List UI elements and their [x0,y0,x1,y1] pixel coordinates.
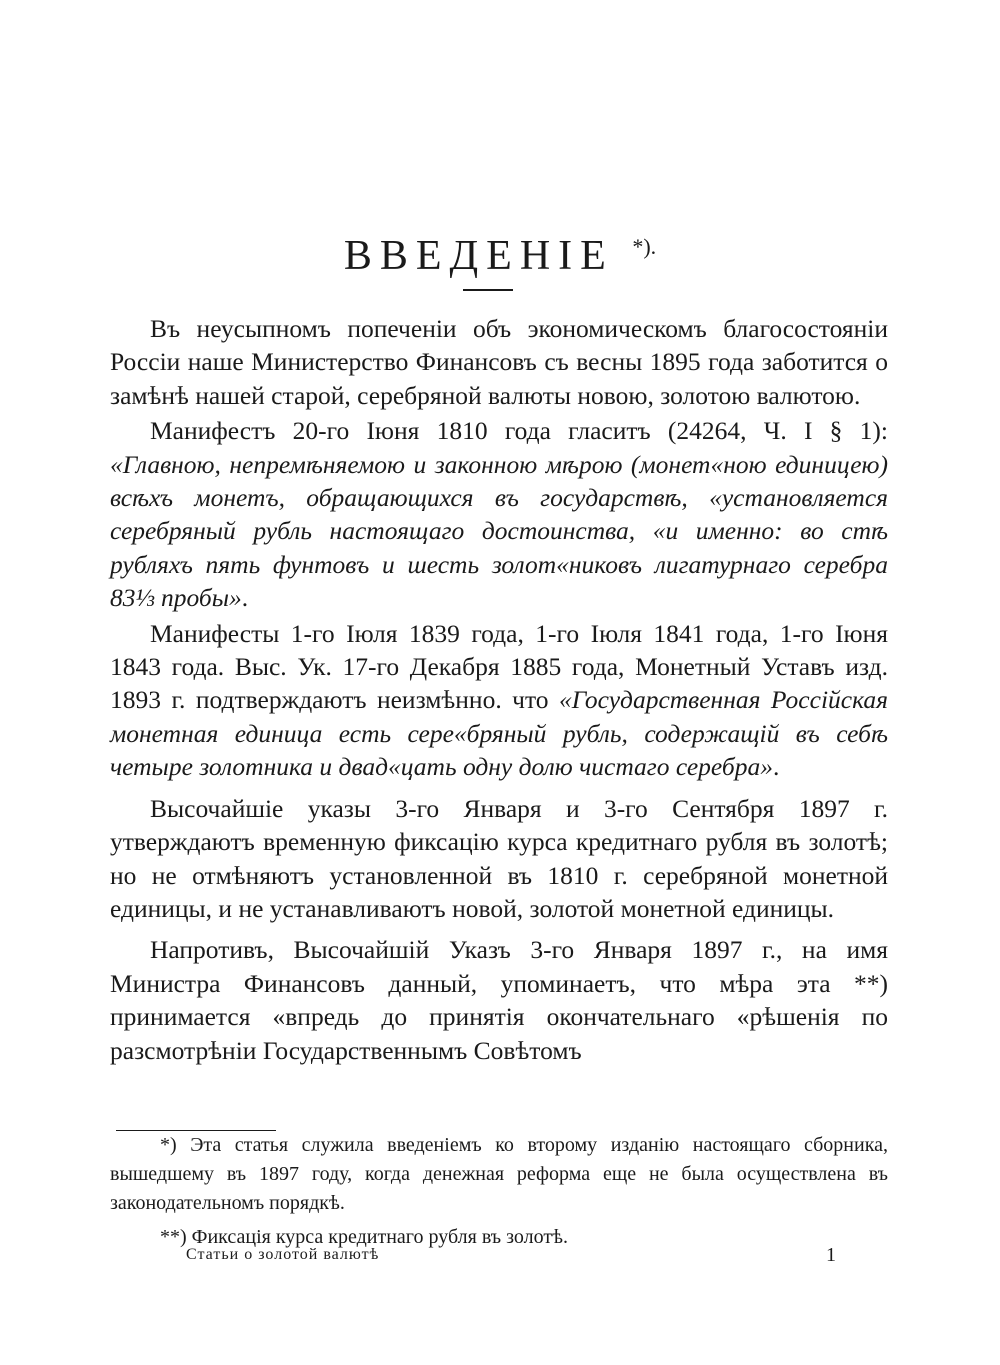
main-text [110,312,888,1069]
footnote-1: *) Эта статья служила введеніемъ ко второму изданію настоящаго сборника, вышедшему въ 1897 году, когда денежная реформа еще не была осуществлена въ законодательномъ порядкѣ. [110,1134,888,1214]
title-rule [463,289,513,291]
page-title [0,222,1000,281]
quote-italic: «Главною, непремѣняемою и законною мѣрою (монет«ною единицею) всѣхъ монетъ, обращающихся въ государствѣ, «установляется серебряный рубль настоящаго достоинства, «и именно: во стѣ рубляхъ пять фунтовъ и шесть золот«никовъ лигатурнаго серебра 83⅓ пробы» [110,449,888,613]
footnotes [110,1131,888,1252]
running-footer: Статьи о золотой валютѣ [186,1246,380,1263]
paragraph-2: Манифестъ 20-го Іюня 1810 года гласитъ (24264, Ч. I § 1): «Главною, непремѣняемою и законною мѣрою (монет«ною единицею) всѣхъ монетъ, обращающихся въ государствѣ, «установляется серебряный рубль настоящаго достоинства, «и именно: во стѣ рубляхъ пять фунтовъ и шесть золот«никовъ лигатурнаго серебра 83⅓ пробы». [110,416,888,613]
title-footnote-mark: *). [632,234,657,259]
paragraph-1: Въ неусыпномъ попеченіи объ экономическомъ благосостояніи Россіи наше Министерство Финансовъ съ весны 1895 года заботится о замѣнѣ нашей старой, серебряной валюты новою, золотою валютою. [110,314,888,410]
paragraph-3: Манифесты 1-го Іюля 1839 года, 1-го Іюля 1841 года, 1-го Іюня 1843 года. Выс. Ук. 17-го Декабря 1885 года, Монетный Уставъ изд. 1893 г. подтверждаютъ неизмѣнно. что «Государственная Россійская монетная единица есть сере«бряный рубль, содержащій въ себѣ четыре золотника и двад«цать одну долю чистаго серебра». [110,618,888,782]
page-number: 1 [826,1244,836,1266]
title-text: ВВЕДЕНІЕ [343,233,614,279]
paragraph-4: Высочайшіе указы 3-го Января и 3-го Сентября 1897 г. утверждаютъ временную фиксацію курса кредитнаго рубля въ золотѣ; но не отмѣняютъ установленной въ 1810 г. серебряной монетной единицы, и не устанавливаютъ новой, золотой монетной единицы. [110,793,888,923]
quote-italic: «Государственная Россійская монетная единица есть сере«бряный рубль, содержащій въ себѣ четыре золотника и двад«цать одну долю чистаго серебра» [110,685,888,782]
footnote-2: **) Фиксація курса кредитнаго рубля въ золотѣ. [160,1226,568,1248]
paragraph-5: Напротивъ, Высочайшій Указъ 3-го Января 1897 г., на имя Министра Финансовъ данный, упоминаетъ, что мѣра эта **) принимается «впредь до принятія окончательнаго «рѣшенія по разсмотрѣніи Государственнымъ Совѣтомъ [110,935,888,1065]
